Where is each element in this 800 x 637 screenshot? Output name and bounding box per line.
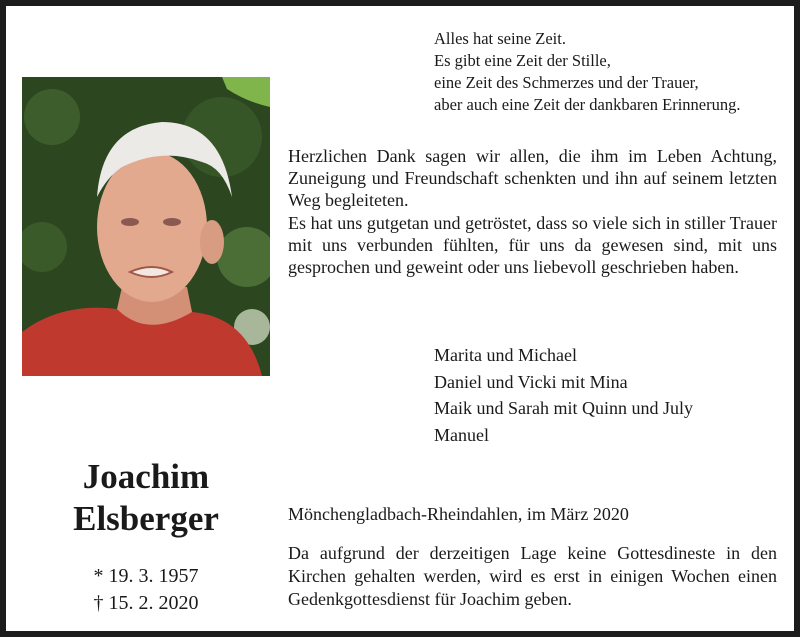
motto-line: aber auch eine Zeit der dankbaren Erinnerung. [434, 95, 741, 114]
thanks-text [288, 145, 777, 278]
family-signatures [434, 342, 693, 448]
motto-line: Alles hat seine Zeit. [434, 29, 566, 48]
deceased-name [22, 456, 270, 540]
birth-date: * 19. 3. 1957 [93, 565, 199, 587]
thanks-paragraph: Herzlichen Dank sagen wir allen, die ihm im Leben Achtung, Zuneigung und Freundschaft schenkten und ihn auf seinem letzten Weg begleiteten. [288, 146, 777, 211]
first-name: Joachim [82, 457, 210, 496]
death-date: † 15. 2. 2020 [93, 592, 199, 614]
portrait-photo [22, 77, 270, 376]
place-date: Mönchengladbach-Rheindahlen, im März 2020 [288, 504, 629, 524]
family-member: Marita und Michael [434, 345, 577, 365]
family-member: Daniel und Vicki mit Mina [434, 371, 628, 392]
motto-verse [434, 28, 740, 116]
family-member: Maik und Sarah mit Quinn und July [434, 398, 693, 418]
thanks-paragraph: Es hat uns gutgetan und getröstet, dass so viele sich in stiller Trauer mit uns verbunden fühlten, für uns da gewesen sind, mit uns gesprochen und geweint oder uns liebevoll geschrieben haben. [288, 212, 777, 278]
family-member: Manuel [434, 424, 489, 445]
motto-line: Es gibt eine Zeit der Stille, [434, 51, 611, 70]
portrait-image [22, 77, 270, 376]
last-name: Elsberger [73, 499, 219, 538]
service-note [288, 542, 777, 611]
life-dates [22, 563, 270, 617]
motto-line: eine Zeit des Schmerzes und der Trauer, [434, 73, 699, 92]
service-note-text: Da aufgrund der derzeitigen Lage keine Gottesdineste in den Kirchen gehalten werden, wird es erst in einigen Wochen einen Gedenkgottesdienst für Joachim geben. [288, 543, 777, 609]
